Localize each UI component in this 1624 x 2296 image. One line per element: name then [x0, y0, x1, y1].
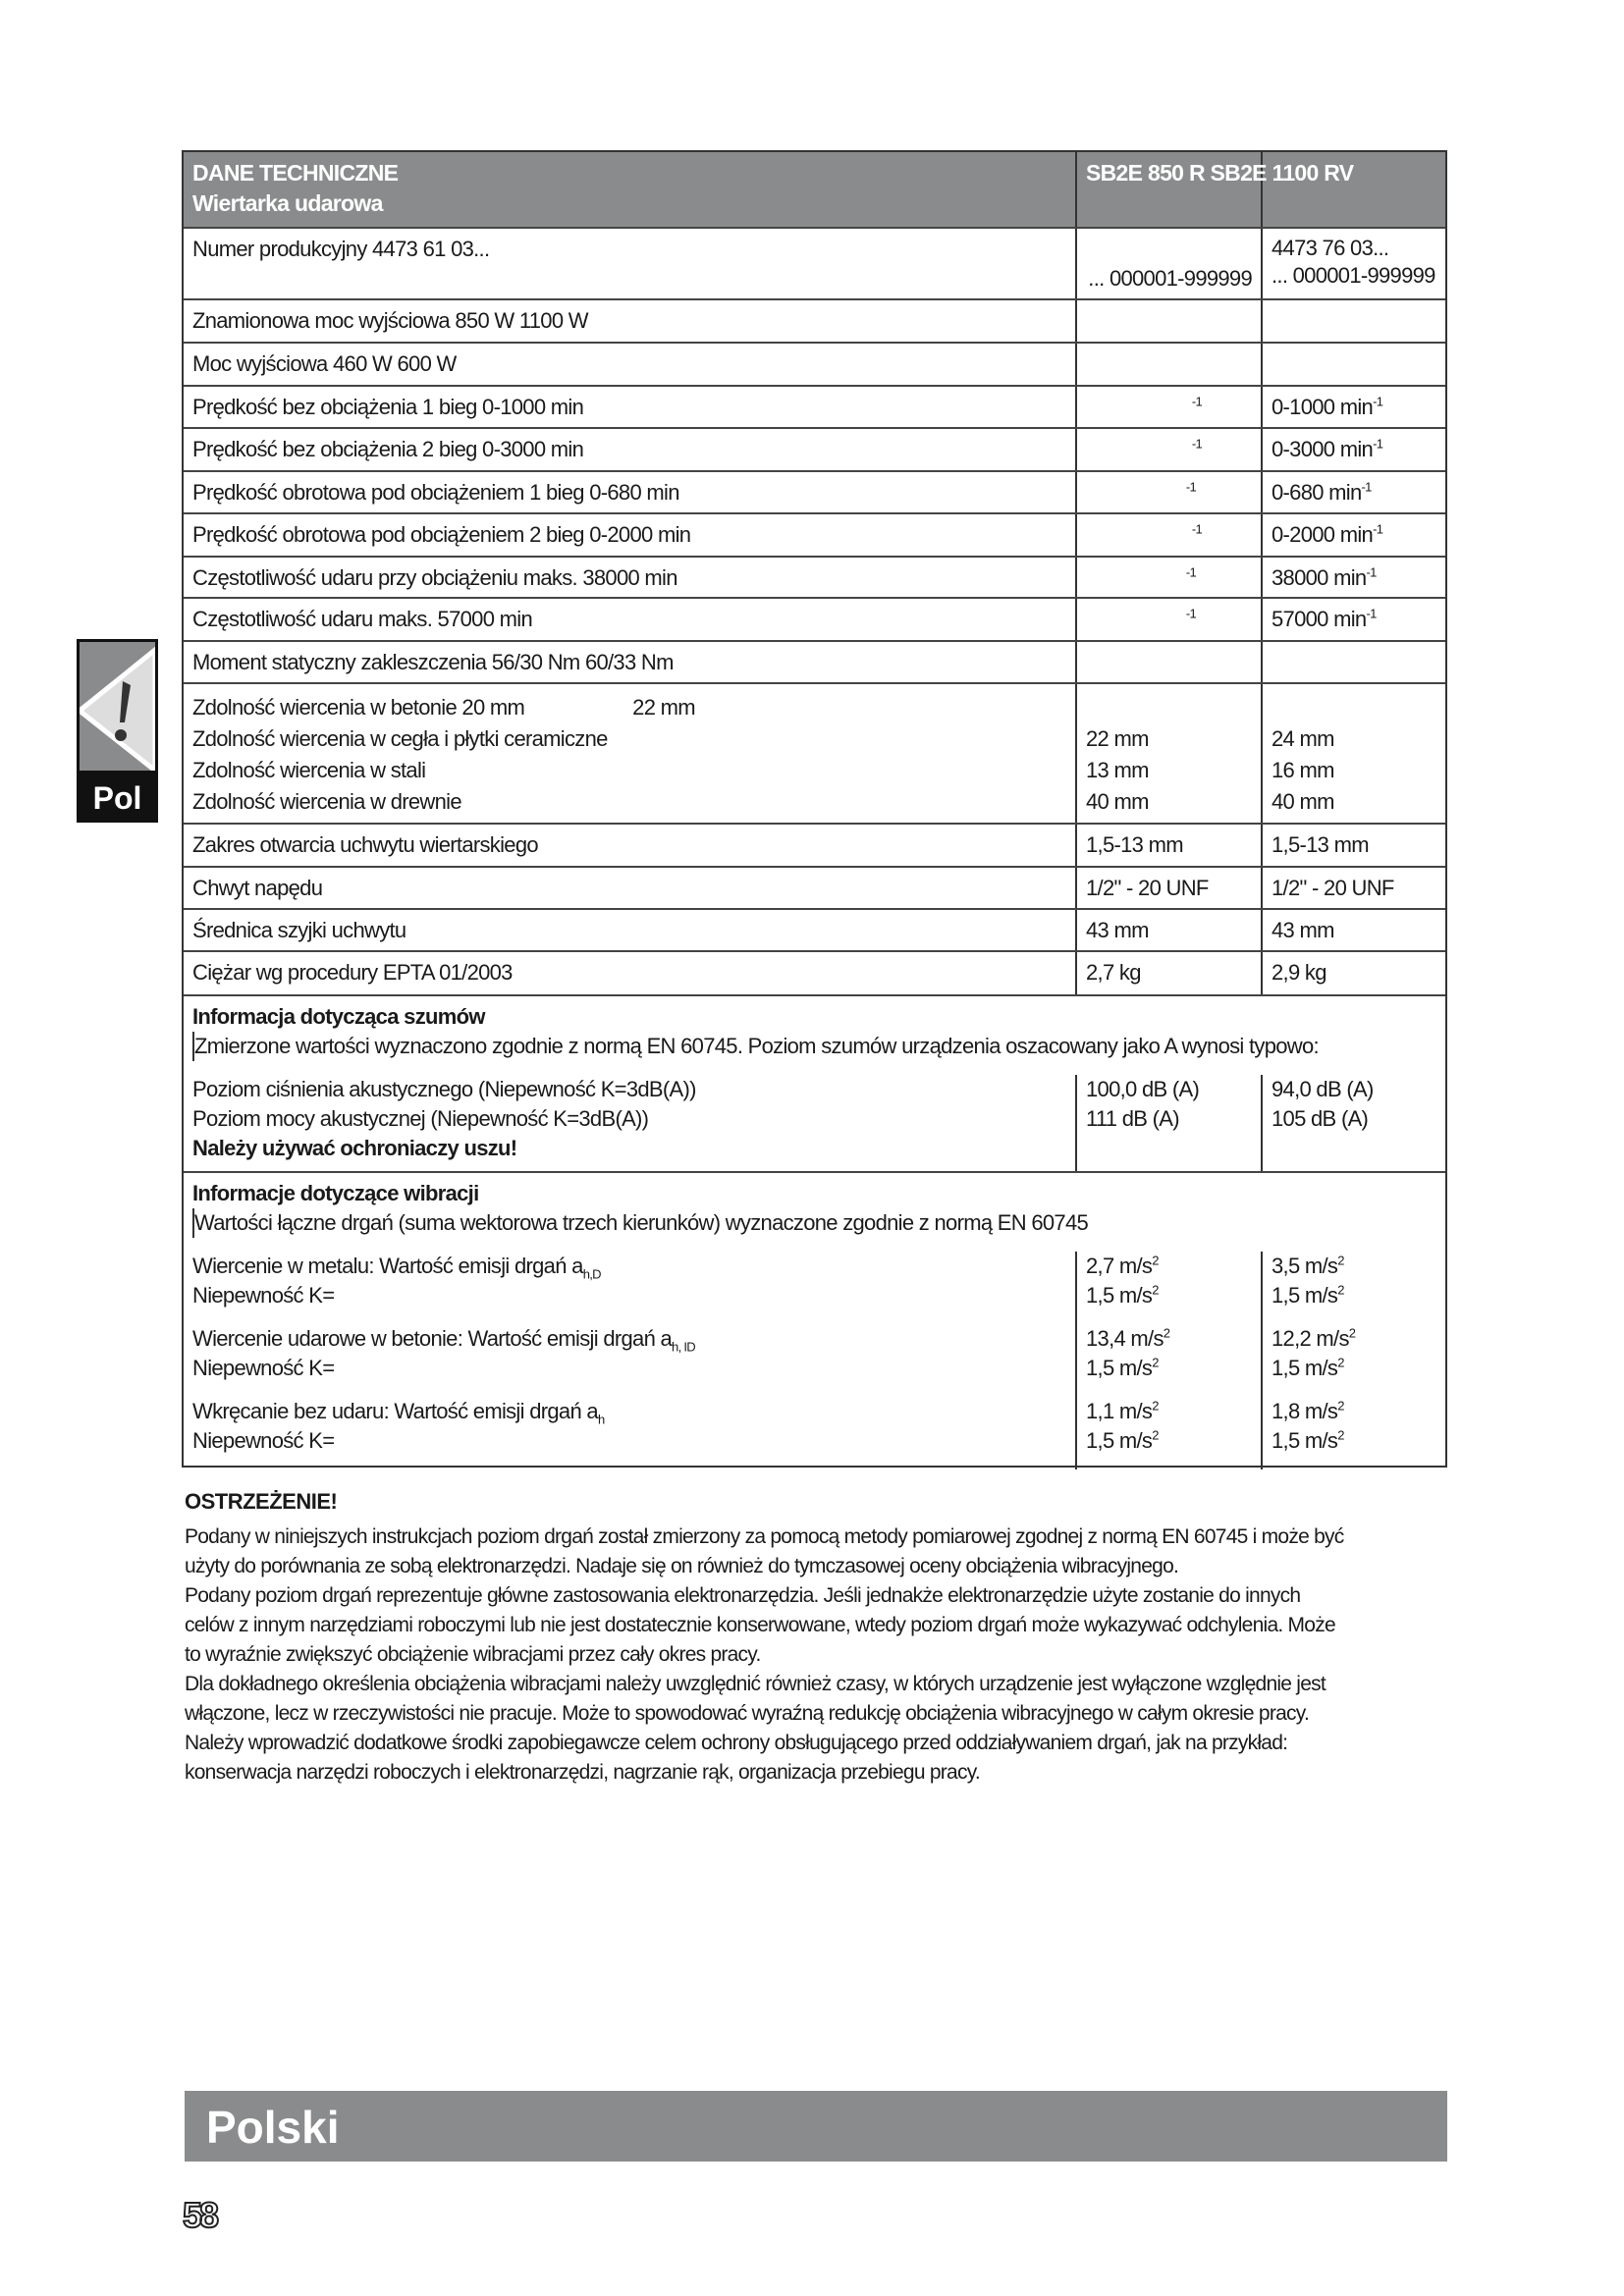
- value-model-2: 1,5-13 mm: [1261, 825, 1445, 866]
- value-model-1: 40 mm: [1086, 789, 1149, 814]
- drilling-capacity-row: [184, 682, 1445, 823]
- warning-line: włączone, lecz w rzeczywistości nie pracuje. Może to spowodować wyraźną redukcję obciążenia wibracyjnego w całym okresie pracy.: [185, 1702, 1310, 1725]
- exponent: 2: [1337, 1282, 1344, 1298]
- table-header: [184, 152, 1445, 227]
- language-footer-bar: [185, 2091, 1447, 2162]
- warning-triangle-icon: [80, 642, 155, 771]
- value-model-2: 3,5 m/s: [1272, 1254, 1338, 1278]
- table-row: [184, 298, 1445, 342]
- value-model-2: 24 mm: [1272, 726, 1334, 751]
- value-model-1: 1,5 m/s: [1086, 1356, 1153, 1380]
- exponent: 2: [1348, 1325, 1356, 1341]
- table-row: [184, 512, 1445, 556]
- value-model-2: 16 mm: [1272, 758, 1334, 782]
- row-label: Częstotliwość udaru przy obciążeniu maks. 38000 min: [192, 565, 677, 590]
- value-model-2: 0-3000 min: [1272, 437, 1374, 461]
- value-model-1: 1/2" - 20 UNF: [1075, 868, 1261, 908]
- warning-line: celów z innym narzędziami roboczymi lub nie jest dostatecznie konserwowane, wtedy poziom drgań może wykazywać odchylenia. Może: [185, 1614, 1335, 1636]
- value-model-1: -1: [1185, 606, 1196, 621]
- row-label: Zakres otwarcia uchwytu wiertarskiego: [192, 832, 538, 857]
- sound-pressure-label: Poziom ciśnienia akustycznego (Niepewność K=3dB(A)): [192, 1077, 696, 1101]
- row-label: Moment statyczny zakleszczenia 56/30 Nm 60/33 Nm: [192, 650, 674, 674]
- warning-title: OSTRZEŻENIE!: [185, 1489, 338, 1514]
- exponent: 2: [1152, 1398, 1159, 1414]
- value-model-1: 1,5 m/s: [1086, 1283, 1153, 1308]
- row-label: Prędkość bez obciążenia 1 bieg 0-1000 min: [192, 395, 584, 419]
- table-row: [184, 908, 1445, 950]
- uncertainty-label: Niepewność K=: [192, 1428, 335, 1453]
- page-number: 58: [183, 2195, 217, 2235]
- value-model-2: 38000 min: [1272, 565, 1367, 590]
- table-row: [184, 866, 1445, 908]
- value-model-2: 1,5 m/s: [1272, 1356, 1338, 1380]
- table-row: [184, 342, 1445, 385]
- value-model-2: 94,0 dB (A): [1272, 1077, 1374, 1101]
- exponent: 2: [1337, 1253, 1344, 1268]
- table-row: [184, 427, 1445, 470]
- sound-power-label: Poziom mocy akustycznej (Niepewność K=3dB(A)): [192, 1106, 649, 1131]
- exponent: -1: [1373, 521, 1383, 537]
- value-model-1: -1: [1191, 521, 1202, 537]
- language-warning-badge: [77, 639, 158, 823]
- value-model-1: 1,5 m/s: [1086, 1428, 1153, 1453]
- value-model-1: 100,0 dB (A): [1086, 1077, 1200, 1101]
- value-model-1: -1: [1191, 436, 1202, 452]
- value-model-1: 22 mm: [1086, 726, 1149, 751]
- exponent: -1: [1373, 394, 1383, 409]
- value-model-1: 13 mm: [1086, 758, 1149, 782]
- vibration-screwdriving-label: Wkręcanie bez udaru: Wartość emisji drgań a: [192, 1399, 598, 1423]
- subscript: h,D: [582, 1266, 601, 1282]
- vibration-intro: Wartości łączne drgań (suma wektorowa trzech kierunków) wyznaczone zgodnie z normą EN 60745: [192, 1208, 1436, 1238]
- value-model-1: 2,7 kg: [1075, 952, 1261, 994]
- value-model-1: 13,4 m/s: [1086, 1326, 1164, 1351]
- language-label: Pol: [92, 780, 142, 816]
- exponent: 2: [1337, 1398, 1344, 1414]
- exponent: 2: [1152, 1282, 1159, 1298]
- warning-line: użyty do porównania ze sobą elektronarzędzi. Nadaje się on również do tymczasowej oceny obciążenia wibracyjnego.: [185, 1555, 1179, 1577]
- table-subtitle: Wiertarka udarowa: [192, 190, 383, 216]
- vibration-metal-label: Wiercenie w metalu: Wartość emisji drgań a: [192, 1254, 583, 1278]
- capacity-wood-label: Zdolność wiercenia w drewnie: [192, 789, 461, 814]
- value-model-2: 1,5 m/s: [1272, 1283, 1338, 1308]
- table-row: [184, 597, 1445, 640]
- value-model-1: 1,1 m/s: [1086, 1399, 1153, 1423]
- row-label: Ciężar wg procedury EPTA 01/2003: [192, 960, 513, 985]
- capacity-brick-label: Zdolność wiercenia w cegła i płytki ceramiczne: [192, 726, 608, 751]
- value-model-2: 57000 min: [1272, 607, 1367, 631]
- value-model-2: 0-1000 min: [1272, 395, 1374, 419]
- exponent: 2: [1152, 1253, 1159, 1268]
- uncertainty-label: Niepewność K=: [192, 1283, 335, 1308]
- table-row: [184, 470, 1445, 512]
- value-model-2: 1,5 m/s: [1272, 1428, 1338, 1453]
- row-label: Częstotliwość udaru maks. 57000 min: [192, 607, 532, 631]
- value-model-2: 43 mm: [1261, 910, 1445, 950]
- exponent: 2: [1337, 1355, 1344, 1370]
- warning-line: to wyraźnie zwiększyć obciążenie wibracjami przez cały okres pracy.: [185, 1643, 761, 1666]
- row-label: Prędkość obrotowa pod obciążeniem 2 bieg 0-2000 min: [192, 522, 691, 547]
- table-row: [184, 950, 1445, 994]
- value-model-1: ... 000001-999999: [1075, 229, 1261, 298]
- vibration-title: Informacje dotyczące wibracji: [192, 1181, 479, 1205]
- row-label: Znamionowa moc wyjściowa 850 W 1100 W: [192, 308, 588, 333]
- table-row: [184, 640, 1445, 682]
- table-title: DANE TECHNICZNE: [192, 160, 399, 186]
- capacity-concrete-label: Zdolność wiercenia w betonie 20 mm: [192, 695, 525, 720]
- value-model-1: -1: [1185, 479, 1196, 495]
- vibration-concrete-label: Wiercenie udarowe w betonie: Wartość emisji drgań a: [192, 1326, 673, 1351]
- noise-title: Informacja dotycząca szumów: [192, 1004, 485, 1029]
- exponent: -1: [1366, 606, 1377, 621]
- table-row: [184, 556, 1445, 597]
- exponent: 2: [1152, 1427, 1159, 1443]
- table-row: [184, 227, 1445, 298]
- subscript: h: [597, 1412, 605, 1427]
- technical-data-table: [182, 150, 1447, 1468]
- capacity-concrete-value: 22 mm: [632, 695, 695, 720]
- value-model-2: 2,9 kg: [1261, 952, 1445, 994]
- model-names: SB2E 850 R SB2E 1100 RV: [1086, 160, 1354, 186]
- exponent: -1: [1373, 436, 1383, 452]
- warning-line: Należy wprowadzić dodatkowe środki zapobiegawcze celem ochrony obsługującego przed oddziaływaniem drgań, jak na przykład:: [185, 1732, 1288, 1754]
- value-model-2: 1,8 m/s: [1272, 1399, 1338, 1423]
- exponent: -1: [1366, 564, 1377, 580]
- value-model-1: 111 dB (A): [1086, 1106, 1179, 1131]
- warning-line: konserwacja narzędzi roboczych i elektronarzędzi, nagrzanie rąk, organizacja przebiegu pracy.: [185, 1761, 980, 1784]
- table-row: [184, 823, 1445, 866]
- value-model-2: 12,2 m/s: [1272, 1326, 1349, 1351]
- warning-line: Podany w niniejszych instrukcjach poziom drgań został zmierzony za pomocą metody pomiarowej zgodnej z normą EN 60745 i może być: [185, 1525, 1344, 1548]
- value-model-2: 0-2000 min: [1272, 522, 1374, 547]
- ear-protection-note: Należy używać ochroniaczy uszu!: [192, 1136, 517, 1160]
- vibration-section: [184, 1171, 1445, 1466]
- value-model-1: -1: [1185, 564, 1196, 580]
- value-model-1: 2,7 m/s: [1086, 1254, 1153, 1278]
- value-model-1: -1: [1191, 394, 1202, 409]
- value-model-2: 0-680 min: [1272, 480, 1362, 505]
- row-label: Moc wyjściowa 460 W 600 W: [192, 351, 457, 376]
- uncertainty-label: Niepewność K=: [192, 1356, 335, 1380]
- noise-section: [184, 994, 1445, 1171]
- row-label: Prędkość bez obciążenia 2 bieg 0-3000 min: [192, 437, 584, 461]
- table-row: [184, 385, 1445, 427]
- noise-intro: Zmierzone wartości wyznaczono zgodnie z normą EN 60745. Poziom szumów urządzenia oszacowany jako A wynosi typowo:: [192, 1032, 1436, 1061]
- capacity-steel-label: Zdolność wiercenia w stali: [192, 758, 426, 782]
- exponent: -1: [1361, 479, 1372, 495]
- row-label: Średnica szyjki uchwytu: [192, 918, 406, 942]
- subscript: h, ID: [672, 1339, 696, 1355]
- exponent: 2: [1163, 1325, 1170, 1341]
- warning-line: Dla dokładnego określenia obciążenia wibracjami należy uwzględnić również czasy, w których urządzenie jest wyłączone względnie jest: [185, 1673, 1326, 1695]
- value-model-2: 40 mm: [1272, 789, 1334, 814]
- exponent: 2: [1337, 1427, 1344, 1443]
- row-label: Numer produkcyjny 4473 61 03...: [192, 237, 490, 261]
- language-title: Polski: [206, 2102, 340, 2153]
- value-model-2: 105 dB (A): [1272, 1106, 1369, 1131]
- value-model-1: 43 mm: [1075, 910, 1261, 950]
- value-model-2: 4473 76 03...: [1272, 236, 1389, 260]
- warning-line: Podany poziom drgań reprezentuje główne zastosowania elektronarzędzia. Jeśli jednakże elektronarzędzie użyte zostanie do innych: [185, 1584, 1301, 1607]
- row-label: Prędkość obrotowa pod obciążeniem 1 bieg 0-680 min: [192, 480, 679, 505]
- value-model-2-range: ... 000001-999999: [1272, 263, 1435, 288]
- exponent: 2: [1152, 1355, 1159, 1370]
- row-label: Chwyt napędu: [192, 876, 323, 900]
- value-model-1: 1,5-13 mm: [1075, 825, 1261, 866]
- value-model-2: 1/2" - 20 UNF: [1261, 868, 1445, 908]
- warning-section: [185, 1487, 1451, 1788]
